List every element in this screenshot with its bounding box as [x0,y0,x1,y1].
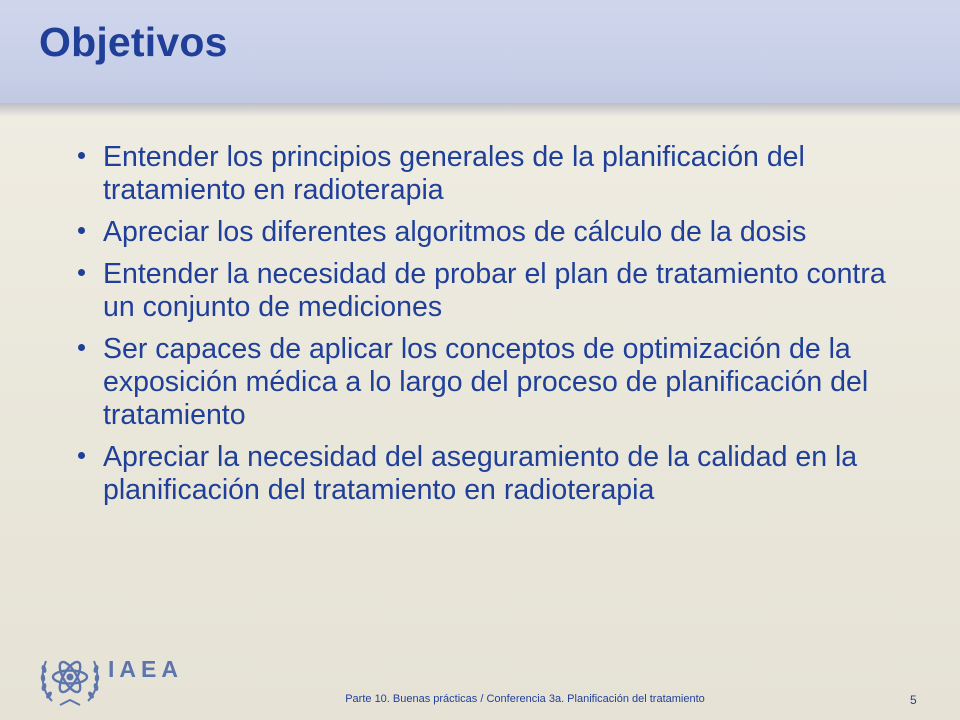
bullet-item [70,441,900,507]
bullet-text: Apreciar la necesidad del aseguramiento de la calidad en la planificación del tratamiento en radioterapia [103,441,858,506]
bullet-text: Entender los principios generales de la planificación del tratamiento en radioterapia [103,141,805,206]
bullet-dot-icon [78,344,85,351]
bullet-item [70,141,900,207]
bullet-text: Apreciar los diferentes algoritmos de cálculo de la dosis [103,216,807,248]
logo-text: IAEA [108,656,183,682]
bullet-dot-icon [78,269,85,276]
bullet-item [70,216,900,249]
bullet-dot-icon [78,227,85,234]
title-band [0,0,960,103]
footer-text: Parte 10. Buenas prácticas / Conferencia 3a. Planificación del tratamiento [345,693,705,705]
iaea-emblem-icon [38,643,102,709]
bullet-dot-icon [78,452,85,459]
bullet-text: Entender la necesidad de probar el plan de tratamiento contra un conjunto de mediciones [103,258,886,323]
bullet-item [70,333,900,432]
slide-title: Objetivos [39,19,228,65]
bullet-list [70,141,900,516]
page-number: 5 [910,693,917,707]
bullet-dot-icon [78,152,85,159]
bullet-text: Ser capaces de aplicar los conceptos de optimización de la exposición médica a lo largo del proceso de planificación del tratamiento [103,333,869,431]
bullet-item [70,258,900,324]
